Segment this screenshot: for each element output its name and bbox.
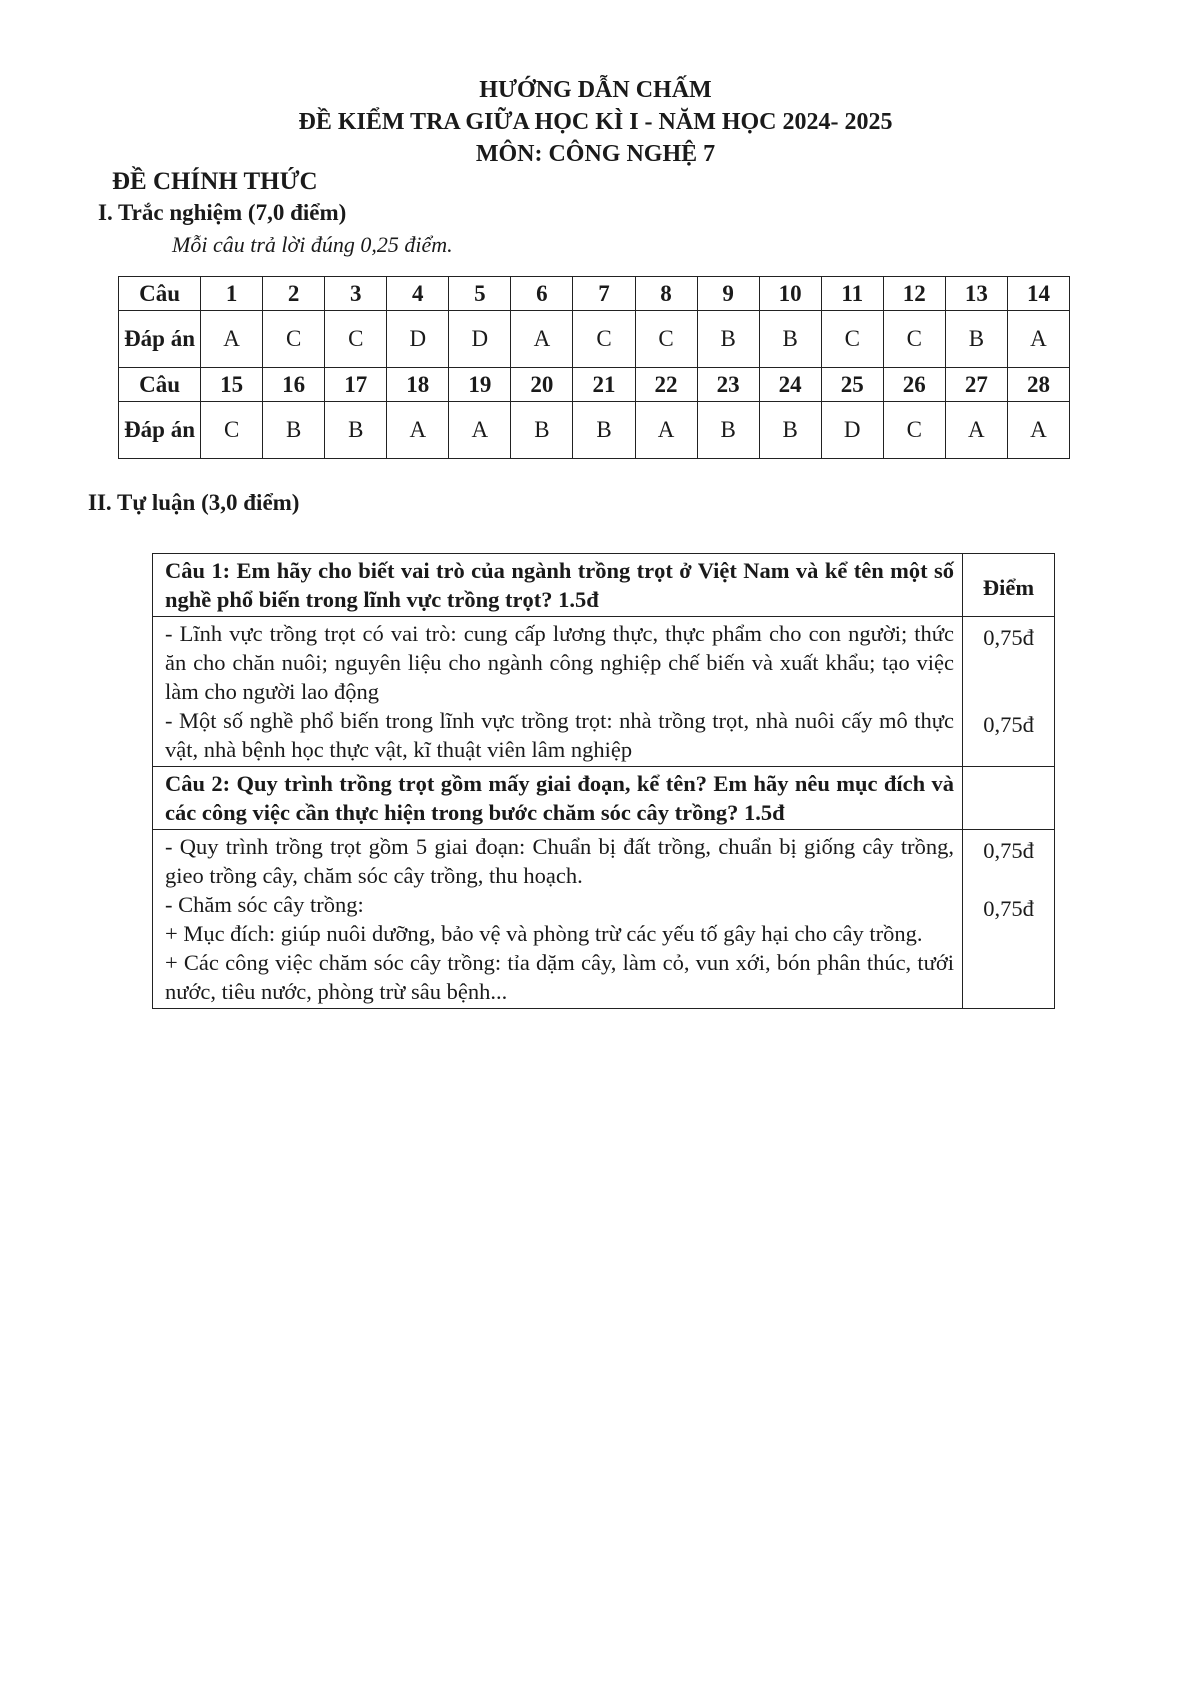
answer-cell: C (263, 311, 325, 368)
answer-cell: B (697, 402, 759, 459)
answer-cell: C (573, 311, 635, 368)
part1-title: I. Trắc nghiệm (7,0 điểm) (98, 200, 347, 225)
answer-row (119, 311, 1070, 368)
part2-title: II. Tự luận (3,0 điểm) (88, 490, 300, 515)
question-number: 22 (635, 368, 697, 402)
question-number: 1 (201, 277, 263, 311)
answer-cell: B (325, 402, 387, 459)
question-1-scores (963, 617, 1055, 767)
answer-cell: C (325, 311, 387, 368)
answer-cell: C (635, 311, 697, 368)
score-value: 0,75đ (983, 896, 1034, 921)
answer-paragraph: + Mục đích: giúp nuôi dưỡng, bảo vệ và phòng trừ các yếu tố gây hại cho cây trồng. (165, 921, 923, 946)
header-exam-name: ĐỀ KIỂM TRA GIỮA HỌC KÌ I - NĂM HỌC 2024- 2025 (298, 109, 893, 135)
question-number: 24 (759, 368, 821, 402)
score-value: 0,75đ (983, 712, 1034, 737)
question-2-answer-row (153, 830, 1055, 1009)
answer-cell: A (1007, 402, 1069, 459)
answer-row (119, 402, 1070, 459)
answer-cell: C (883, 402, 945, 459)
answer-cell: A (387, 402, 449, 459)
question-1-answer (153, 617, 963, 767)
answer-cell: A (1007, 311, 1069, 368)
answer-paragraph: - Một số nghề phổ biến trong lĩnh vực trồng trọt: nhà trồng trọt, nhà nuôi cấy mô thực vật, nhà bệnh học thực vật, kĩ thuật viên lâm nghiệp (165, 708, 954, 762)
answer-label: Đáp án (119, 311, 201, 368)
answer-cell: A (449, 402, 511, 459)
question-number: 18 (387, 368, 449, 402)
answer-paragraph: - Lĩnh vực trồng trọt có vai trò: cung cấp lương thực, thực phẩm cho con người; thức ăn cho chăn nuôi; nguyên liệu cho ngành công nghiệp chế biến và xuất khẩu; tạo việc làm cho người lao động (165, 621, 954, 704)
question-2-answer (153, 830, 963, 1009)
question-number: 15 (201, 368, 263, 402)
question-row (119, 277, 1070, 311)
question-number: 9 (697, 277, 759, 311)
question-number: 11 (821, 277, 883, 311)
question-2-scores (963, 830, 1055, 1009)
question-number: 17 (325, 368, 387, 402)
question-1-text: Câu 1: Em hãy cho biết vai trò của ngành trồng trọt ở Việt Nam và kể tên một số nghề phổ biến trong lĩnh vực trồng trọt? 1.5đ (153, 554, 963, 617)
answer-cell: B (511, 402, 573, 459)
official-label: ĐỀ CHÍNH THỨC (112, 168, 318, 195)
answer-cell: C (821, 311, 883, 368)
score-spacer (965, 652, 1052, 710)
question-2-text: Câu 2: Quy trình trồng trọt gồm mấy giai đoạn, kể tên? Em hãy nêu mục đích và các công việc cần thực hiện trong bước chăm sóc cây trồng? 1.5đ (153, 767, 963, 830)
answer-cell: A (945, 402, 1007, 459)
question-number: 19 (449, 368, 511, 402)
answer-paragraph: - Quy trình trồng trọt gồm 5 giai đoạn: Chuẩn bị đất trồng, chuẩn bị giống cây trồng, gieo trồng cây, chăm sóc cây trồng, thu hoạch. (165, 834, 954, 888)
score-column-header: Điểm (963, 554, 1055, 617)
question-number: 14 (1007, 277, 1069, 311)
question-number: 5 (449, 277, 511, 311)
answer-cell: B (263, 402, 325, 459)
question-1-row (153, 554, 1055, 617)
question-row (119, 368, 1070, 402)
answer-cell: C (201, 402, 263, 459)
score-spacer (965, 865, 1052, 894)
answer-cell: B (759, 311, 821, 368)
question-number: 12 (883, 277, 945, 311)
header-title: HƯỚNG DẪN CHẤM (479, 77, 712, 103)
answer-cell: D (821, 402, 883, 459)
question-label: Câu (119, 277, 201, 311)
question-number: 4 (387, 277, 449, 311)
answer-cell: A (635, 402, 697, 459)
answer-paragraph: - Chăm sóc cây trồng: (165, 892, 364, 917)
question-number: 7 (573, 277, 635, 311)
question-number: 27 (945, 368, 1007, 402)
header-subject: MÔN: CÔNG NGHỆ 7 (475, 141, 716, 167)
question-number: 6 (511, 277, 573, 311)
question-number: 25 (821, 368, 883, 402)
question-label: Câu (119, 368, 201, 402)
question-number: 23 (697, 368, 759, 402)
answer-cell: B (697, 311, 759, 368)
question-number: 13 (945, 277, 1007, 311)
empty-score-cell (963, 767, 1055, 830)
question-number: 21 (573, 368, 635, 402)
answer-cell: A (201, 311, 263, 368)
part1-note: Mỗi câu trả lời đúng 0,25 điểm. (172, 232, 453, 257)
multiple-choice-answer-table (118, 276, 1070, 459)
answer-cell: D (387, 311, 449, 368)
score-value: 0,75đ (983, 625, 1034, 650)
question-number: 8 (635, 277, 697, 311)
question-number: 10 (759, 277, 821, 311)
answer-label: Đáp án (119, 402, 201, 459)
answer-cell: C (883, 311, 945, 368)
answer-paragraph: + Các công việc chăm sóc cây trồng: tỉa dặm cây, làm cỏ, vun xới, bón phân thúc, tưới nước, tiêu nước, phòng trừ sâu bệnh... (165, 950, 954, 1004)
question-number: 16 (263, 368, 325, 402)
question-number: 2 (263, 277, 325, 311)
answer-cell: D (449, 311, 511, 368)
question-number: 26 (883, 368, 945, 402)
question-number: 3 (325, 277, 387, 311)
question-number: 28 (1007, 368, 1069, 402)
answer-cell: B (759, 402, 821, 459)
score-value: 0,75đ (983, 838, 1034, 863)
question-2-row (153, 767, 1055, 830)
answer-cell: B (945, 311, 1007, 368)
document-header (0, 74, 1191, 170)
question-1-answer-row (153, 617, 1055, 767)
answer-cell: A (511, 311, 573, 368)
question-number: 20 (511, 368, 573, 402)
answer-cell: B (573, 402, 635, 459)
essay-answer-table (152, 553, 1055, 1009)
